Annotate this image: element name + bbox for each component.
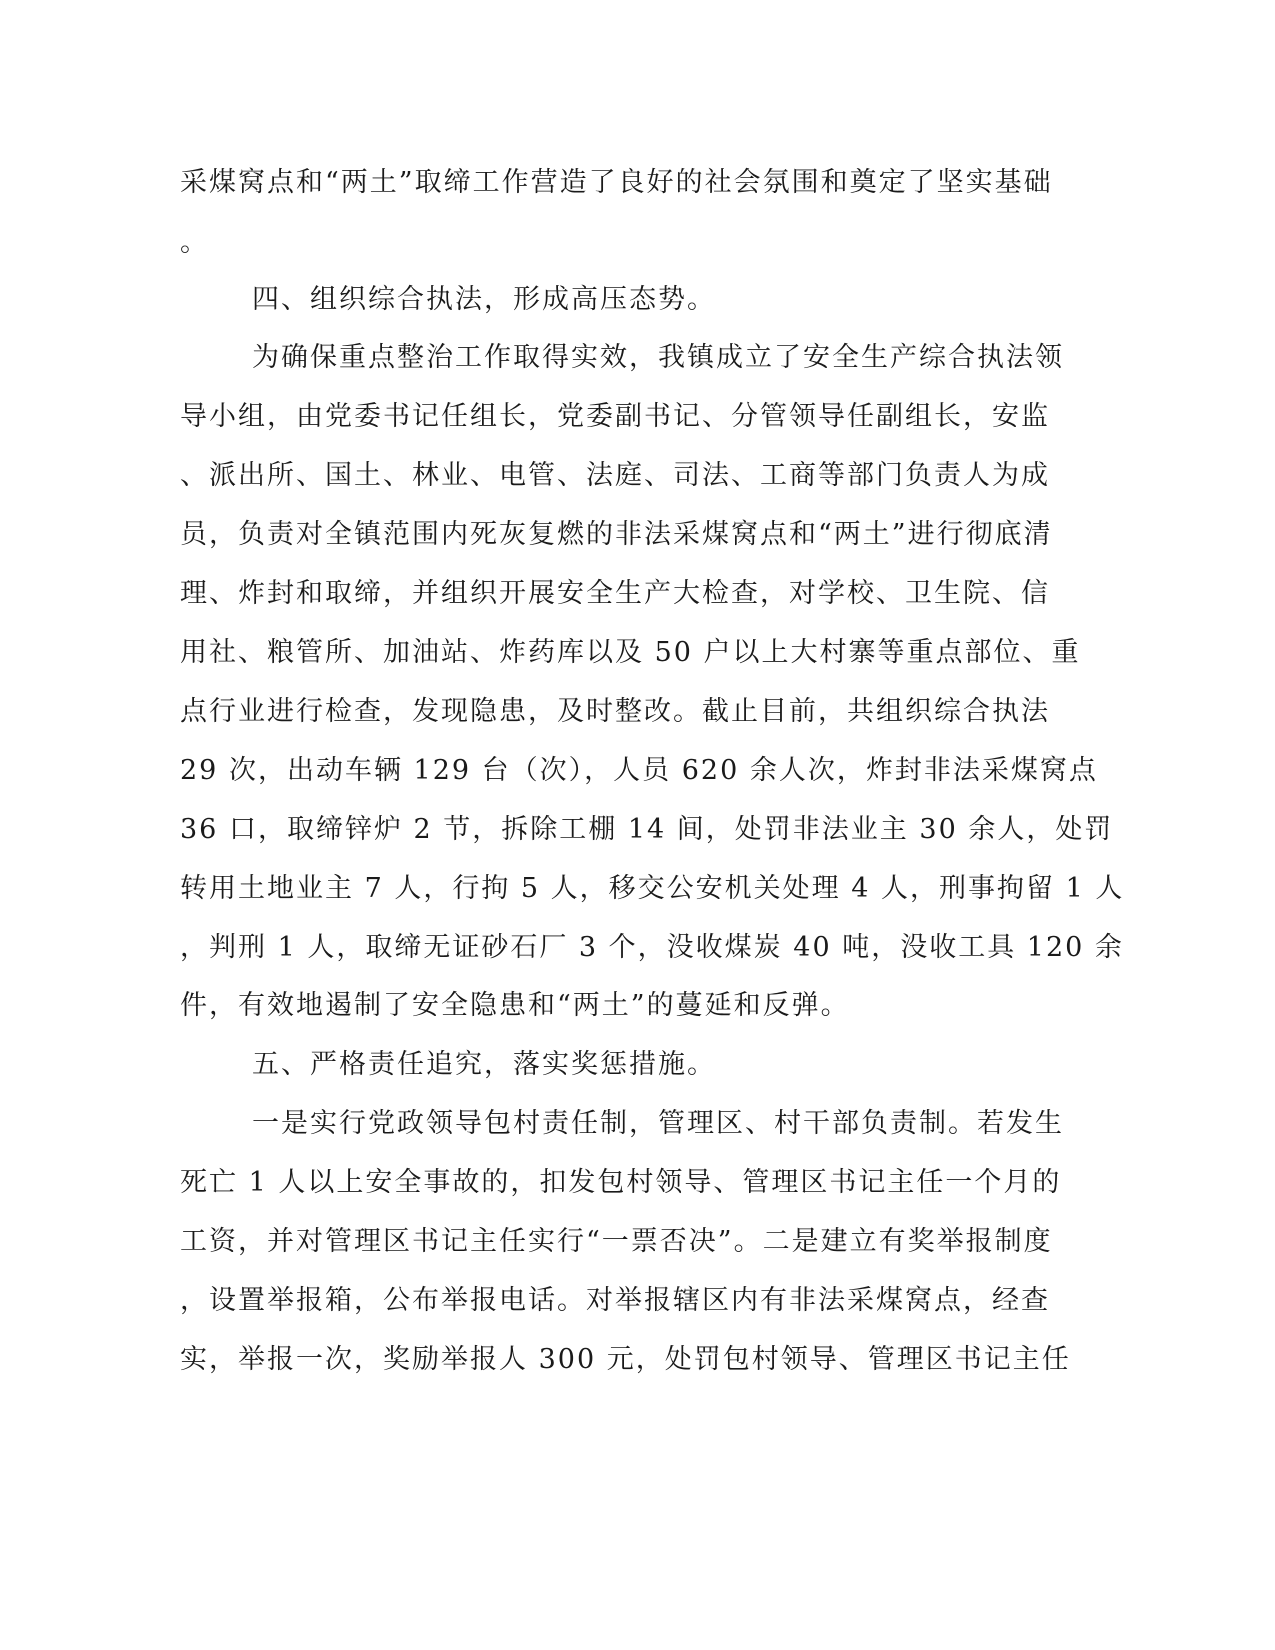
paragraph-line: ，判刑 1 人，取缔无证砂石厂 3 个，没收煤炭 40 吨，没收工具 120 余 [180,932,1124,963]
section-heading: 四、组织综合执法，形成高压态势。 [252,284,716,315]
paragraph-line: 工资，并对管理区书记主任实行“一票否决”。二是建立有奖举报制度 [180,1226,1053,1257]
paragraph-line: 采煤窝点和“两土”取缔工作营造了良好的社会氛围和奠定了坚实基础 [180,167,1053,198]
paragraph-line: 、派出所、国土、林业、电管、法庭、司法、工商等部门负责人为成 [180,460,1050,491]
paragraph-line: 实，举报一次，奖励举报人 300 元，处罚包村领导、管理区书记主任 [180,1344,1071,1375]
paragraph-line: 为确保重点整治工作取得实效，我镇成立了安全生产综合执法领 [252,342,1064,373]
paragraph-line: 导小组，由党委书记任组长，党委副书记、分管领导任副组长，安监 [180,401,1050,432]
section-heading: 五、严格责任追究，落实奖惩措施。 [252,1049,716,1080]
paragraph-line: 29 次，出动车辆 129 台（次），人员 620 余人次，炸封非法采煤窝点 [180,755,1098,786]
paragraph-line: 。 [180,227,209,258]
paragraph-line: 理、炸封和取缔，并组织开展安全生产大检查，对学校、卫生院、信 [180,578,1050,609]
paragraph-line: 件，有效地遏制了安全隐患和“两土”的蔓延和反弹。 [180,990,850,1021]
paragraph-line: 36 口，取缔锌炉 2 节，拆除工棚 14 间，处罚非法业主 30 余人，处罚 [180,814,1114,845]
paragraph-line: 用社、粮管所、加油站、炸药库以及 50 户以上大村寨等重点部位、重 [180,637,1081,668]
paragraph-line: 员，负责对全镇范围内死灰复燃的非法采煤窝点和“两土”进行彻底清 [180,519,1053,550]
paragraph-line: 死亡 1 人以上安全事故的，扣发包村领导、管理区书记主任一个月的 [180,1167,1062,1198]
paragraph-line: 一是实行党政领导包村责任制，管理区、村干部负责制。若发生 [252,1108,1064,1139]
paragraph-line: ，设置举报箱，公布举报电话。对举报辖区内有非法采煤窝点，经查 [180,1285,1050,1316]
paragraph-line: 点行业进行检查，发现隐患，及时整改。截止目前，共组织综合执法 [180,696,1050,727]
paragraph-line: 转用土地业主 7 人，行拘 5 人，移交公安机关处理 4 人，刑事拘留 1 人 [180,873,1125,904]
